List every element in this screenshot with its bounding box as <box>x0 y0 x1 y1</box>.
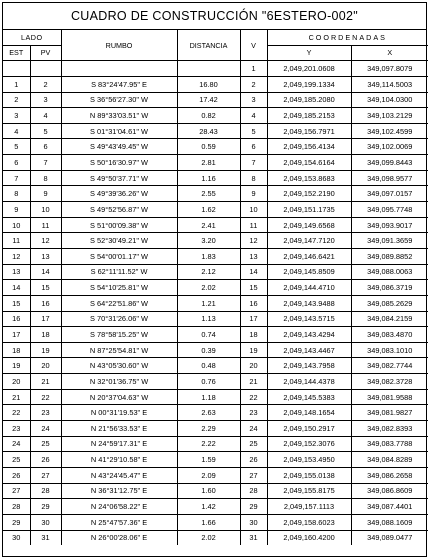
table-row <box>3 280 428 296</box>
cell-distancia: 2.02 <box>177 530 240 545</box>
cell-distancia: 0.82 <box>177 108 240 124</box>
table-row <box>3 389 428 405</box>
cell-vertice: 21 <box>240 374 267 390</box>
cell-rumbo: N 41°29'10.58" E <box>61 452 177 468</box>
cell-vertice: 15 <box>240 280 267 296</box>
cell-coord-x: 349,081.9827 <box>351 405 428 421</box>
cell-est: 17 <box>3 327 30 343</box>
cell-pv: 25 <box>30 436 61 452</box>
cell-vertice: 13 <box>240 248 267 264</box>
cell-coord-x: 349,082.3728 <box>351 374 428 390</box>
cell-pv: 4 <box>30 108 61 124</box>
cell-est: 6 <box>3 155 30 171</box>
header-y: Y <box>267 45 351 61</box>
cell-est: 8 <box>3 186 30 202</box>
cell-distancia: 0.48 <box>177 358 240 374</box>
cell-vertice: 1 <box>240 61 267 77</box>
cell-vertice: 23 <box>240 405 267 421</box>
cell-vertice: 10 <box>240 202 267 218</box>
cell-coord-y: 2,049,155.8175 <box>267 483 351 499</box>
cell-coord-y: 2,049,145.8509 <box>267 264 351 280</box>
cell-coord-x: 349,099.8443 <box>351 155 428 171</box>
header-coordenadas: COORDENADAS <box>267 30 428 45</box>
cell-rumbo: S 50°16'30.97" W <box>61 155 177 171</box>
cell-est: 28 <box>3 499 30 515</box>
cell-distancia <box>177 61 240 77</box>
cell-distancia: 0.76 <box>177 374 240 390</box>
cell-vertice: 8 <box>240 170 267 186</box>
cell-vertice: 20 <box>240 358 267 374</box>
cell-rumbo: S 01°31'04.61" W <box>61 123 177 139</box>
cell-vertice: 6 <box>240 139 267 155</box>
cell-pv: 10 <box>30 202 61 218</box>
cell-coord-y: 2,049,154.6164 <box>267 155 351 171</box>
cell-distancia: 28.43 <box>177 123 240 139</box>
cell-coord-x: 349,097.0157 <box>351 186 428 202</box>
cell-distancia: 17.42 <box>177 92 240 108</box>
cell-rumbo: N 00°31'19.53" E <box>61 405 177 421</box>
cell-pv: 20 <box>30 358 61 374</box>
cell-est <box>3 61 30 77</box>
table-row <box>3 170 428 186</box>
cell-est: 18 <box>3 342 30 358</box>
cell-rumbo: N 21°56'33.53" E <box>61 421 177 437</box>
cell-rumbo: S 51°00'09.38" W <box>61 217 177 233</box>
cell-pv: 21 <box>30 374 61 390</box>
cell-coord-y: 2,049,160.4200 <box>267 530 351 545</box>
cell-pv: 15 <box>30 280 61 296</box>
cell-est: 14 <box>3 280 30 296</box>
cell-coord-y: 2,049,143.4294 <box>267 327 351 343</box>
cell-coord-y: 2,049,146.6421 <box>267 248 351 264</box>
cell-est: 11 <box>3 233 30 249</box>
cell-rumbo: S 49°39'36.26" W <box>61 186 177 202</box>
construction-table-sheet <box>2 2 427 557</box>
cell-vertice: 4 <box>240 108 267 124</box>
cell-coord-y: 2,049,150.2917 <box>267 421 351 437</box>
cell-est: 22 <box>3 405 30 421</box>
cell-rumbo: S 54°00'01.17" W <box>61 248 177 264</box>
cell-est: 16 <box>3 311 30 327</box>
cell-vertice: 12 <box>240 233 267 249</box>
cell-pv: 29 <box>30 499 61 515</box>
cell-coord-y: 2,049,151.1735 <box>267 202 351 218</box>
header-est: EST <box>3 45 30 61</box>
cell-coord-x: 349,084.8289 <box>351 452 428 468</box>
cell-coord-y: 2,049,158.6023 <box>267 514 351 530</box>
table-row <box>3 155 428 171</box>
cell-coord-y: 2,049,144.4378 <box>267 374 351 390</box>
cell-distancia: 2.55 <box>177 186 240 202</box>
table-row <box>3 61 428 77</box>
cell-coord-y: 2,049,155.0138 <box>267 467 351 483</box>
cell-distancia: 16.80 <box>177 76 240 92</box>
cell-est: 26 <box>3 467 30 483</box>
cell-rumbo: S 83°24'47.95" E <box>61 76 177 92</box>
cell-distancia: 1.18 <box>177 389 240 405</box>
cell-coord-y: 2,049,153.8683 <box>267 170 351 186</box>
header-pv: PV <box>30 45 61 61</box>
table-row <box>3 123 428 139</box>
cell-distancia: 2.12 <box>177 264 240 280</box>
table-row <box>3 295 428 311</box>
cell-est: 12 <box>3 248 30 264</box>
cell-coord-x: 349,086.3719 <box>351 280 428 296</box>
cell-distancia: 2.81 <box>177 155 240 171</box>
cell-vertice: 27 <box>240 467 267 483</box>
table-row <box>3 374 428 390</box>
table-row <box>3 405 428 421</box>
table-row <box>3 327 428 343</box>
cell-coord-y: 2,049,152.2190 <box>267 186 351 202</box>
cell-coord-x: 349,114.5003 <box>351 76 428 92</box>
table-row <box>3 483 428 499</box>
table-row <box>3 436 428 452</box>
cell-rumbo: N 89°33'03.51" W <box>61 108 177 124</box>
cell-coord-x: 349,102.0069 <box>351 139 428 155</box>
cell-vertice: 18 <box>240 327 267 343</box>
cell-est: 13 <box>3 264 30 280</box>
cell-est: 30 <box>3 530 30 545</box>
cell-rumbo: S 49°52'56.87" W <box>61 202 177 218</box>
cell-vertice: 5 <box>240 123 267 139</box>
cell-coord-y: 2,049,148.1654 <box>267 405 351 421</box>
cell-distancia: 1.62 <box>177 202 240 218</box>
cell-rumbo: S 70°31'26.06" W <box>61 311 177 327</box>
cell-rumbo: N 26°00'28.06" E <box>61 530 177 545</box>
table-row <box>3 358 428 374</box>
cell-distancia: 1.13 <box>177 311 240 327</box>
cell-coord-y: 2,049,147.7120 <box>267 233 351 249</box>
cell-pv: 27 <box>30 467 61 483</box>
cell-coord-x: 349,082.8393 <box>351 421 428 437</box>
cell-pv: 19 <box>30 342 61 358</box>
cell-coord-y: 2,049,152.3076 <box>267 436 351 452</box>
table-row <box>3 217 428 233</box>
cell-vertice: 26 <box>240 452 267 468</box>
cell-coord-y: 2,049,143.9488 <box>267 295 351 311</box>
cell-est: 25 <box>3 452 30 468</box>
cell-rumbo: S 64°22'51.86" W <box>61 295 177 311</box>
cell-coord-x: 349,103.2129 <box>351 108 428 124</box>
cell-coord-y: 2,049,143.5715 <box>267 311 351 327</box>
cell-rumbo: N 20°37'04.63" W <box>61 389 177 405</box>
table-row <box>3 311 428 327</box>
table-row <box>3 342 428 358</box>
table-row <box>3 530 428 545</box>
cell-rumbo: N 43°24'45.47" E <box>61 467 177 483</box>
cell-vertice: 19 <box>240 342 267 358</box>
cell-vertice: 30 <box>240 514 267 530</box>
cell-pv: 18 <box>30 327 61 343</box>
cell-distancia: 1.83 <box>177 248 240 264</box>
cell-coord-x: 349,085.2629 <box>351 295 428 311</box>
table-row <box>3 139 428 155</box>
cell-pv: 11 <box>30 217 61 233</box>
cell-est: 10 <box>3 217 30 233</box>
cell-vertice: 14 <box>240 264 267 280</box>
cell-distancia: 2.22 <box>177 436 240 452</box>
header-v: V <box>240 30 267 61</box>
cell-rumbo: N 32°01'36.75" W <box>61 374 177 390</box>
cell-vertice: 29 <box>240 499 267 515</box>
cell-coord-x: 349,089.8852 <box>351 248 428 264</box>
cell-est: 24 <box>3 436 30 452</box>
cell-coord-x: 349,088.1609 <box>351 514 428 530</box>
cell-coord-x: 349,086.8609 <box>351 483 428 499</box>
cell-distancia: 0.59 <box>177 139 240 155</box>
cell-est: 4 <box>3 123 30 139</box>
table-row <box>3 202 428 218</box>
table-row <box>3 233 428 249</box>
cell-rumbo: N 43°05'30.60" W <box>61 358 177 374</box>
table-row <box>3 264 428 280</box>
cell-distancia: 1.59 <box>177 452 240 468</box>
cell-coord-y: 2,049,156.4134 <box>267 139 351 155</box>
cell-vertice: 25 <box>240 436 267 452</box>
cell-pv: 8 <box>30 170 61 186</box>
cell-distancia: 2.41 <box>177 217 240 233</box>
construction-table <box>3 30 428 545</box>
cell-est: 23 <box>3 421 30 437</box>
cell-distancia: 3.20 <box>177 233 240 249</box>
cell-coord-y: 2,049,145.5383 <box>267 389 351 405</box>
cell-coord-x: 349,082.7744 <box>351 358 428 374</box>
cell-pv: 2 <box>30 76 61 92</box>
cell-distancia: 1.21 <box>177 295 240 311</box>
cell-pv: 17 <box>30 311 61 327</box>
cell-est: 19 <box>3 358 30 374</box>
cell-rumbo: S 78°58'15.25" W <box>61 327 177 343</box>
cell-pv: 23 <box>30 405 61 421</box>
cell-rumbo: S 49°50'37.71" W <box>61 170 177 186</box>
cell-vertice: 28 <box>240 483 267 499</box>
cell-coord-x: 349,093.9017 <box>351 217 428 233</box>
cell-coord-y: 2,049,144.4710 <box>267 280 351 296</box>
cell-coord-x: 349,089.0477 <box>351 530 428 545</box>
cell-est: 21 <box>3 389 30 405</box>
cell-distancia: 1.66 <box>177 514 240 530</box>
cell-distancia: 0.74 <box>177 327 240 343</box>
cell-pv: 12 <box>30 233 61 249</box>
cell-coord-y: 2,049,156.7971 <box>267 123 351 139</box>
cell-vertice: 31 <box>240 530 267 545</box>
cell-rumbo: S 54°10'25.81" W <box>61 280 177 296</box>
table-row <box>3 421 428 437</box>
cell-est: 2 <box>3 92 30 108</box>
cell-distancia: 2.29 <box>177 421 240 437</box>
cell-distancia: 1.60 <box>177 483 240 499</box>
cell-pv: 31 <box>30 530 61 545</box>
cell-pv: 7 <box>30 155 61 171</box>
cell-rumbo: N 25°47'57.36" E <box>61 514 177 530</box>
cell-coord-x: 349,091.3659 <box>351 233 428 249</box>
cell-pv <box>30 61 61 77</box>
cell-est: 15 <box>3 295 30 311</box>
cell-pv: 3 <box>30 92 61 108</box>
cell-coord-x: 349,087.4401 <box>351 499 428 515</box>
table-row <box>3 452 428 468</box>
cell-distancia: 2.63 <box>177 405 240 421</box>
cell-vertice: 3 <box>240 92 267 108</box>
cell-rumbo: N 24°59'17.31" E <box>61 436 177 452</box>
cell-est: 20 <box>3 374 30 390</box>
cell-coord-x: 349,084.2159 <box>351 311 428 327</box>
cell-pv: 26 <box>30 452 61 468</box>
cell-distancia: 0.39 <box>177 342 240 358</box>
cell-vertice: 9 <box>240 186 267 202</box>
cell-est: 1 <box>3 76 30 92</box>
cell-pv: 14 <box>30 264 61 280</box>
cell-rumbo: S 36°56'27.30" W <box>61 92 177 108</box>
header-rumbo: RUMBO <box>61 30 177 61</box>
cell-coord-y: 2,049,153.4950 <box>267 452 351 468</box>
cell-coord-y: 2,049,185.2153 <box>267 108 351 124</box>
cell-est: 27 <box>3 483 30 499</box>
table-row <box>3 186 428 202</box>
cell-coord-y: 2,049,149.6568 <box>267 217 351 233</box>
cell-rumbo: S 52°30'49.21" W <box>61 233 177 249</box>
cell-coord-x: 349,083.4870 <box>351 327 428 343</box>
cell-vertice: 16 <box>240 295 267 311</box>
cell-pv: 16 <box>30 295 61 311</box>
cell-rumbo: S 62°11'11.52" W <box>61 264 177 280</box>
header-x: X <box>351 45 428 61</box>
cell-vertice: 22 <box>240 389 267 405</box>
cell-pv: 24 <box>30 421 61 437</box>
cell-coord-y: 2,049,201.0608 <box>267 61 351 77</box>
cell-coord-y: 2,049,143.4467 <box>267 342 351 358</box>
cell-vertice: 17 <box>240 311 267 327</box>
cell-pv: 6 <box>30 139 61 155</box>
cell-pv: 9 <box>30 186 61 202</box>
header-lado: LADO <box>3 30 61 45</box>
table-row <box>3 467 428 483</box>
cell-coord-y: 2,049,157.1113 <box>267 499 351 515</box>
table-row <box>3 499 428 515</box>
cell-pv: 5 <box>30 123 61 139</box>
table-row <box>3 248 428 264</box>
cell-pv: 28 <box>30 483 61 499</box>
cell-rumbo: N 87°25'54.81" W <box>61 342 177 358</box>
cell-est: 5 <box>3 139 30 155</box>
cell-pv: 30 <box>30 514 61 530</box>
cell-coord-y: 2,049,199.1334 <box>267 76 351 92</box>
cell-coord-x: 349,081.9588 <box>351 389 428 405</box>
header-distancia: DISTANCIA <box>177 30 240 61</box>
cell-coord-x: 349,098.9577 <box>351 170 428 186</box>
cell-coord-x: 349,097.8079 <box>351 61 428 77</box>
cell-coord-x: 349,088.0063 <box>351 264 428 280</box>
cell-pv: 22 <box>30 389 61 405</box>
cell-distancia: 1.16 <box>177 170 240 186</box>
cell-rumbo <box>61 61 177 77</box>
cell-vertice: 24 <box>240 421 267 437</box>
cell-est: 3 <box>3 108 30 124</box>
cell-est: 29 <box>3 514 30 530</box>
table-row <box>3 108 428 124</box>
cell-rumbo: N 24°06'58.22" E <box>61 499 177 515</box>
cell-vertice: 2 <box>240 76 267 92</box>
cell-coord-y: 2,049,185.2080 <box>267 92 351 108</box>
cell-vertice: 7 <box>240 155 267 171</box>
cell-coord-y: 2,049,143.7958 <box>267 358 351 374</box>
cell-coord-x: 349,086.2658 <box>351 467 428 483</box>
cell-coord-x: 349,083.7788 <box>351 436 428 452</box>
cell-pv: 13 <box>30 248 61 264</box>
cell-est: 9 <box>3 202 30 218</box>
cell-vertice: 11 <box>240 217 267 233</box>
cell-coord-x: 349,083.1010 <box>351 342 428 358</box>
cell-coord-x: 349,102.4599 <box>351 123 428 139</box>
cell-distancia: 2.02 <box>177 280 240 296</box>
cell-coord-x: 349,104.0300 <box>351 92 428 108</box>
table-row <box>3 514 428 530</box>
table-row <box>3 76 428 92</box>
cell-coord-x: 349,095.7748 <box>351 202 428 218</box>
cell-rumbo: N 36°31'12.75" E <box>61 483 177 499</box>
cell-est: 7 <box>3 170 30 186</box>
cell-distancia: 2.09 <box>177 467 240 483</box>
cell-distancia: 1.42 <box>177 499 240 515</box>
table-row <box>3 92 428 108</box>
table-title: CUADRO DE CONSTRUCCIÓN "6ESTERO-002" <box>3 3 426 30</box>
cell-rumbo: S 49°43'49.45" W <box>61 139 177 155</box>
